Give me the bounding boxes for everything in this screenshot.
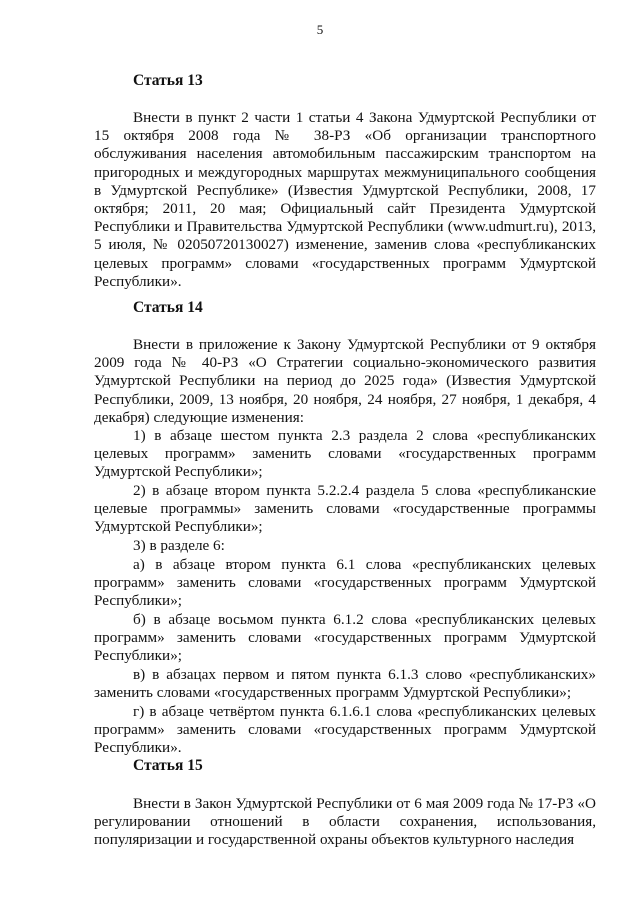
article-14-item-2: 2) в абзаце втором пункта 5.2.2.4 раздела 5 слова «республиканские целевые программы» заменить словами «государственные программы Удмуртской Республики»; bbox=[94, 482, 596, 536]
article-14-item-3a: а) в абзаце втором пункта 6.1 слова «республиканских целевых программ» заменить словами «государственных программ Удмуртской Республики»; bbox=[94, 556, 596, 610]
article-14-item-3c: в) в абзацах первом и пятом пункта 6.1.3 слово «республиканских» заменить словами «государственных программ Удмуртской Республики»; bbox=[94, 666, 596, 702]
article-14-item-3d: г) в абзаце четвёртом пункта 6.1.6.1 слова «республиканских целевых программ» заменить словами «государственных программ Удмуртской Республики». bbox=[94, 703, 596, 757]
article-13-heading: Статья 13 bbox=[133, 72, 203, 89]
article-14-item-3b: б) в абзаце восьмом пункта 6.1.2 слова «республиканских целевых программ» заменить словами «государственных программ Удмуртской Республики»; bbox=[94, 611, 596, 665]
article-14-item-1: 1) в абзаце шестом пункта 2.3 раздела 2 слова «республиканских целевых программ» заменить словами «государственных программ Удмуртской Республики»; bbox=[94, 427, 596, 481]
article-14-item-3: 3) в разделе 6: bbox=[133, 537, 225, 554]
article-15-text: Внести в Закон Удмуртской Республики от 6 мая 2009 года № 17-РЗ «О регулировании отношений в области сохранения, использования, популяризации и государственной охраны объектов культурного наследия bbox=[94, 795, 596, 849]
page-number: 5 bbox=[316, 22, 324, 37]
article-14-heading: Статья 14 bbox=[133, 299, 203, 316]
article-14-intro: Внести в приложение к Закону Удмуртской Республики от 9 октября 2009 года № 40-РЗ «О Стратегии социально-экономического развития Удмуртской Республики на период до 2025 года» (Известия Удмуртской Республики, 2009, 13 ноября, 20 ноября, 24 ноября, 27 ноября, 1 декабря, 4 декабря) следующие изменения: bbox=[94, 336, 596, 426]
article-15-heading: Статья 15 bbox=[133, 757, 203, 774]
article-13-text: Внести в пункт 2 части 1 статьи 4 Закона Удмуртской Республики от 15 октября 2008 года № 38-РЗ «Об организации транспортного обслуживания населения автомобильным пассажирским транспортом на пригородных и междугородных маршрутах межмуниципального сообщения в Удмуртской Республике» (Известия Удмуртской Республики, 2008, 17 октября; 2011, 20 мая; Официальный сайт Президента Удмуртской Республики и Правительства Удмуртской Республики (www.udmurt.ru), 2013, 5 июля, № 02050720130027) изменение, заменив слова «республиканских целевых программ» словами «государственных программ Удмуртской Республики». bbox=[94, 109, 596, 290]
